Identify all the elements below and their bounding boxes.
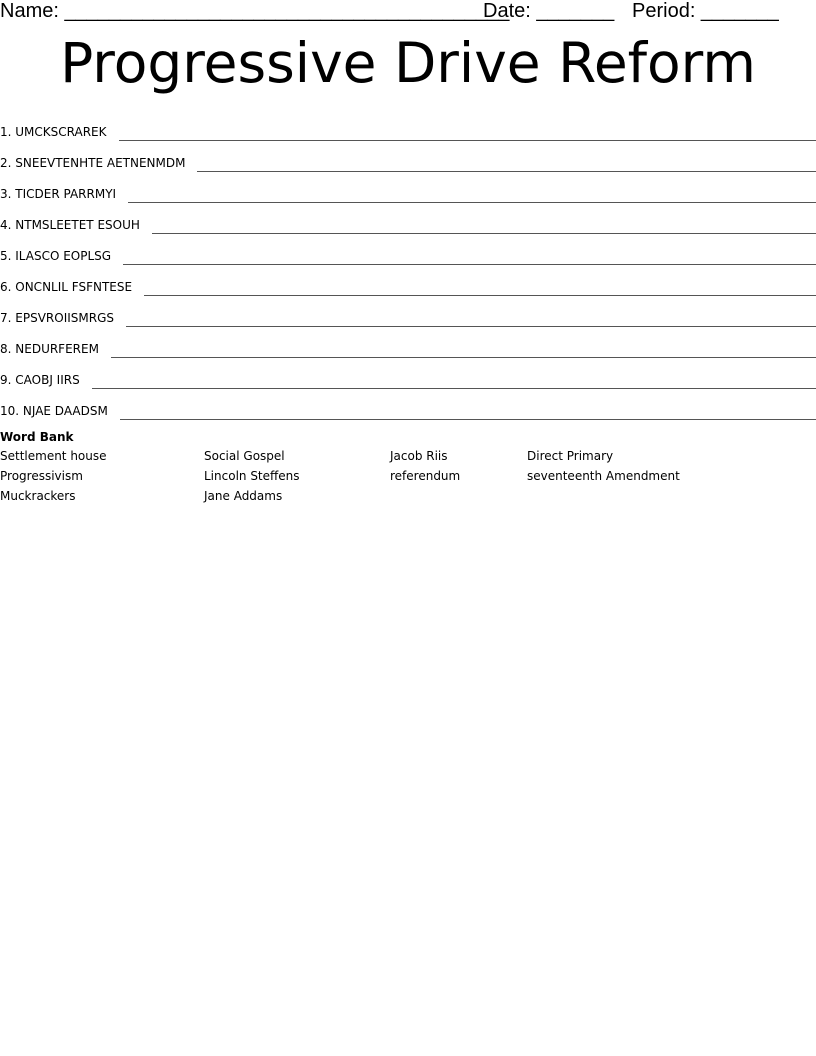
question-row xyxy=(0,112,816,143)
scrambled-word: 7. EPSVROIISMRGS xyxy=(0,311,114,325)
answer-line[interactable] xyxy=(120,418,816,420)
question-row xyxy=(0,391,816,422)
scrambled-word: 8. NEDURFEREM xyxy=(0,342,99,356)
date-field[interactable]: Date: _______ xyxy=(483,0,615,22)
word-bank-item: Social Gospel xyxy=(204,449,285,463)
scrambled-word: 9. CAOBJ IIRS xyxy=(0,373,80,387)
answer-line[interactable] xyxy=(152,232,816,234)
question-list xyxy=(0,112,816,422)
scrambled-word: 6. ONCNLIL FSFNTESE xyxy=(0,280,133,294)
word-bank-grid xyxy=(0,448,816,510)
answer-line[interactable] xyxy=(119,139,816,141)
word-bank-item: Jacob Riis xyxy=(390,449,448,463)
question-row xyxy=(0,298,816,329)
question-row xyxy=(0,205,816,236)
scrambled-word: 3. TICDER PARRMYI xyxy=(0,187,117,201)
answer-line[interactable] xyxy=(126,325,816,327)
word-bank xyxy=(0,429,816,510)
question-row xyxy=(0,174,816,205)
question-row xyxy=(0,143,816,174)
word-bank-title: Word Bank xyxy=(0,430,74,444)
scrambled-word: 5. ILASCO EOPLSG xyxy=(0,249,112,263)
answer-line[interactable] xyxy=(197,170,816,172)
question-row xyxy=(0,329,816,360)
word-bank-item: referendum xyxy=(390,469,461,483)
scrambled-word: 4. NTMSLEETET ESOUH xyxy=(0,218,140,232)
word-bank-item: Direct Primary xyxy=(527,449,614,463)
name-field[interactable]: Name: ________________________________________ xyxy=(0,0,510,22)
page-title: Progressive Drive Reform xyxy=(60,31,756,95)
word-bank-item: seventeenth Amendment xyxy=(527,469,680,483)
word-bank-item: Jane Addams xyxy=(204,489,283,503)
answer-line[interactable] xyxy=(92,387,816,389)
question-row xyxy=(0,236,816,267)
answer-line[interactable] xyxy=(128,201,816,203)
answer-line[interactable] xyxy=(111,356,816,358)
word-bank-item: Settlement house xyxy=(0,449,107,463)
word-bank-item: Muckrackers xyxy=(0,489,76,503)
answer-line[interactable] xyxy=(123,263,816,265)
question-row xyxy=(0,267,816,298)
question-row xyxy=(0,360,816,391)
student-info-header xyxy=(0,0,816,22)
scrambled-word: 10. NJAE DAADSM xyxy=(0,404,108,418)
scrambled-word: 2. SNEEVTENHTE AETNENMDM xyxy=(0,156,186,170)
scrambled-word: 1. UMCKSCRAREK xyxy=(0,125,107,139)
period-field[interactable]: Period: _______ xyxy=(632,0,779,22)
word-bank-item: Lincoln Steffens xyxy=(204,469,300,483)
answer-line[interactable] xyxy=(144,294,816,296)
word-bank-item: Progressivism xyxy=(0,469,83,483)
